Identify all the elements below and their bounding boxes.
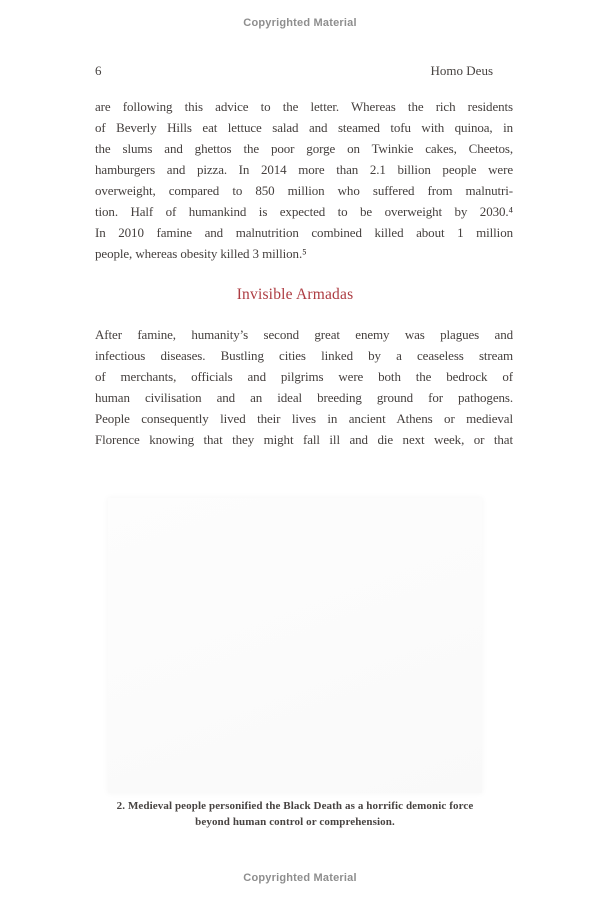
page-number: 6 xyxy=(95,63,102,78)
body-paragraph-2 xyxy=(95,324,513,450)
running-header xyxy=(95,62,493,80)
text-line: hamburgers and pizza. In 2014 more than 2.1 billion people were xyxy=(95,162,513,177)
figure-caption-line: 2. Medieval people personified the Black Death as a horrific demonic force xyxy=(116,800,474,812)
figure-caption xyxy=(85,798,505,830)
figure-caption-line: beyond human control or comprehension. xyxy=(195,816,395,828)
text-line: infectious diseases. Bustling cities linked by a ceaseless stream xyxy=(95,348,513,363)
text-line: are following this advice to the letter. Whereas the rich residents xyxy=(95,99,513,114)
text-line: Florence knowing that they might fall ill and die next week, or that xyxy=(95,432,513,447)
copyright-bottom-label: Copyrighted Material xyxy=(243,872,357,884)
text-line: of merchants, officials and pilgrims were both the bedrock of xyxy=(95,369,513,384)
body-paragraph-1 xyxy=(95,96,513,264)
text-line: In 2010 famine and malnutrition combined killed about 1 million xyxy=(95,225,513,240)
copyright-top-label: Copyrighted Material xyxy=(243,17,357,29)
text-line: overweight, compared to 850 million who suffered from malnutri- xyxy=(95,183,513,198)
text-line: People consequently lived their lives in ancient Athens or medieval xyxy=(95,411,513,426)
text-line: After famine, humanity’s second great enemy was plagues and xyxy=(95,327,513,342)
text-line: people, whereas obesity killed 3 million.⁵ xyxy=(95,246,307,261)
text-line: the slums and ghettos the poor gorge on Twinkie cakes, Cheetos, xyxy=(95,141,513,156)
text-line: human civilisation and an ideal breeding ground for pathogens. xyxy=(95,390,513,405)
text-line: of Beverly Hills eat lettuce salad and steamed tofu with quinoa, in xyxy=(95,120,513,135)
running-title: Homo Deus xyxy=(430,63,493,78)
text-line: tion. Half of humankind is expected to be overweight by 2030.⁴ xyxy=(95,204,513,219)
figure-image-black-death xyxy=(108,498,482,793)
section-heading: Invisible Armadas xyxy=(236,286,354,303)
